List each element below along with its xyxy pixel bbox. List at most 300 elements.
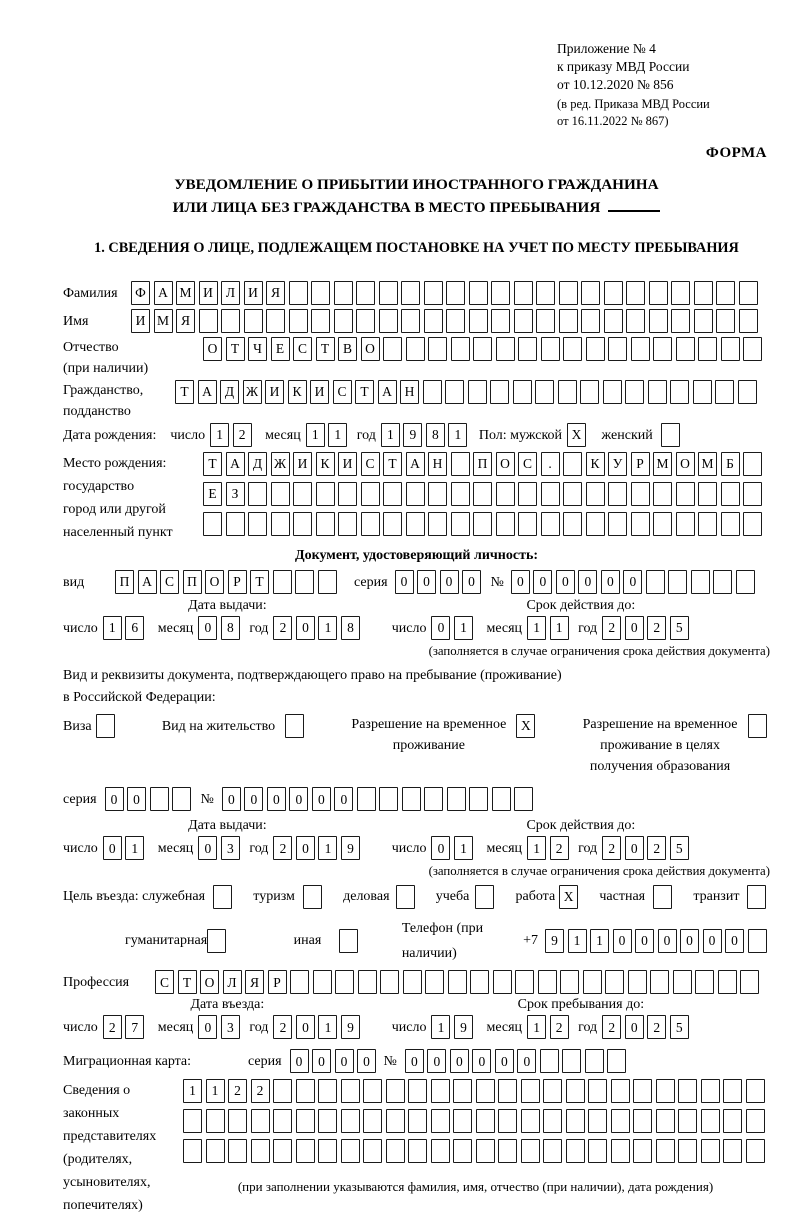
migration-number-label: № [383, 1053, 397, 1069]
char-cell [339, 929, 358, 953]
char-cell: 0 [440, 570, 459, 594]
char-cell: 3 [221, 836, 240, 860]
char-cell: 0 [658, 929, 677, 953]
char-cell: П [183, 570, 202, 594]
char-cell: И [310, 380, 329, 404]
migration-number-boxes [405, 1049, 630, 1073]
char-cell [266, 309, 285, 333]
given-name-row [63, 309, 770, 334]
char-cell: 1 [328, 423, 347, 447]
char-cell [316, 512, 335, 536]
sex-male-checkbox [567, 423, 590, 447]
annex-line: к приказу МВД России [557, 58, 690, 74]
char-cell [383, 337, 402, 361]
char-cell: 0 [625, 836, 644, 860]
char-cell: 2 [602, 836, 621, 860]
char-cell: 0 [472, 1049, 491, 1073]
char-cell [476, 1139, 495, 1163]
char-cell [588, 1109, 607, 1133]
char-cell [498, 1139, 517, 1163]
char-cell [586, 337, 605, 361]
birth-place-row [63, 452, 770, 544]
char-cell: Д [220, 380, 239, 404]
stay-day [431, 1015, 476, 1039]
char-cell [271, 482, 290, 506]
char-cell [633, 1079, 652, 1103]
char-cell [723, 1079, 742, 1103]
char-cell [716, 281, 735, 305]
char-cell [698, 482, 717, 506]
purpose-official: Цель въезда: служебная [63, 885, 236, 909]
char-cell [521, 1139, 540, 1163]
char-cell: 0 [267, 787, 286, 811]
doc-valid-year [602, 616, 692, 640]
char-cell: Н [428, 452, 447, 476]
day-label: число [63, 620, 98, 636]
char-cell [451, 337, 470, 361]
char-cell [650, 970, 669, 994]
char-cell [678, 1139, 697, 1163]
char-cell [406, 482, 425, 506]
doc-valid-day [431, 616, 476, 640]
char-cell [446, 309, 465, 333]
legal-reps-line2 [183, 1109, 768, 1133]
char-cell [580, 380, 599, 404]
char-cell [356, 281, 375, 305]
char-cell: О [361, 337, 380, 361]
annex-revision-note [557, 96, 770, 129]
residence-doc-line2: в Российской Федерации: [63, 690, 216, 706]
char-cell [540, 1049, 559, 1073]
char-cell: 0 [312, 787, 331, 811]
day-label: число [170, 427, 206, 443]
char-cell [563, 512, 582, 536]
char-cell [656, 1079, 675, 1103]
char-cell [559, 281, 578, 305]
char-cell [318, 1139, 337, 1163]
char-cell: Я [176, 309, 195, 333]
char-cell: 1 [306, 423, 325, 447]
char-cell: 9 [403, 423, 422, 447]
char-cell [473, 337, 492, 361]
char-cell: 2 [602, 1015, 621, 1039]
title-blank [608, 209, 660, 212]
char-cell: Т [316, 337, 335, 361]
char-cell: 0 [127, 787, 146, 811]
stay-year [602, 1015, 692, 1039]
char-cell [536, 309, 555, 333]
char-cell: 7 [125, 1015, 144, 1039]
char-cell [475, 885, 494, 909]
purpose-private: частная [599, 885, 675, 909]
patronymic-label: Отчество (при наличии) [63, 339, 149, 376]
permit-valid-year [602, 836, 692, 860]
transit-checkbox [747, 885, 770, 909]
purpose-tourism: туризм [253, 885, 325, 909]
char-cell [566, 1139, 585, 1163]
char-cell [649, 309, 668, 333]
char-cell [493, 970, 512, 994]
char-cell [476, 1109, 495, 1133]
char-cell [670, 380, 689, 404]
char-cell: 8 [426, 423, 445, 447]
char-cell [541, 512, 560, 536]
char-cell: Т [383, 452, 402, 476]
migration-series-label: серия [248, 1053, 282, 1069]
char-cell [228, 1109, 247, 1133]
study-checkbox [475, 885, 498, 909]
char-cell: 0 [335, 1049, 354, 1073]
char-cell: О [496, 452, 515, 476]
char-cell [334, 309, 353, 333]
temp-permit-checkbox [516, 714, 539, 738]
char-cell [695, 970, 714, 994]
char-cell [203, 512, 222, 536]
char-cell [603, 380, 622, 404]
sex-female-checkbox [661, 423, 684, 447]
sex-male-label: Пол: мужской [478, 427, 563, 443]
char-cell [746, 1079, 765, 1103]
char-cell [338, 482, 357, 506]
char-cell: 0 [725, 929, 744, 953]
char-cell [721, 482, 740, 506]
char-cell [341, 1079, 360, 1103]
month-label: месяц [486, 1019, 523, 1035]
validity-note: (заполняется в случае ограничения срока действия документа) [428, 643, 770, 658]
char-cell: X [567, 423, 586, 447]
visa-label: Виза [63, 718, 92, 734]
given-name-boxes [131, 309, 761, 333]
char-cell [514, 309, 533, 333]
char-cell [469, 309, 488, 333]
char-cell: 0 [427, 1049, 446, 1073]
char-cell [289, 309, 308, 333]
official-checkbox [213, 885, 236, 909]
issue-date-label: Дата выдачи: [188, 597, 267, 613]
char-cell [743, 512, 762, 536]
char-cell: 0 [198, 836, 217, 860]
month-label: месяц [157, 620, 194, 636]
char-cell [611, 1139, 630, 1163]
char-cell [491, 309, 510, 333]
char-cell: А [378, 380, 397, 404]
char-cell [96, 714, 115, 738]
char-cell: . [541, 452, 560, 476]
char-cell [541, 482, 560, 506]
char-cell [668, 570, 687, 594]
citizenship-boxes [175, 380, 760, 404]
char-cell [625, 380, 644, 404]
char-cell: 0 [462, 570, 481, 594]
phone-label: Телефон (при наличии) [401, 920, 484, 961]
doc-issue-day [103, 616, 148, 640]
humanitarian-checkbox [207, 929, 230, 953]
char-cell [453, 1139, 472, 1163]
char-cell [226, 512, 245, 536]
year-label: год [249, 840, 269, 856]
char-cell [206, 1109, 225, 1133]
char-cell: 0 [105, 787, 124, 811]
char-cell [633, 1109, 652, 1133]
char-cell [604, 281, 623, 305]
char-cell [408, 1109, 427, 1133]
char-cell [739, 309, 758, 333]
char-cell [628, 970, 647, 994]
char-cell: Л [223, 970, 242, 994]
char-cell [743, 337, 762, 361]
char-cell [273, 570, 292, 594]
residence-permit-option [162, 714, 308, 739]
char-cell [396, 885, 415, 909]
char-cell: И [265, 380, 284, 404]
char-cell: 1 [527, 616, 546, 640]
char-cell: 0 [289, 787, 308, 811]
char-cell: Т [226, 337, 245, 361]
char-cell [428, 512, 447, 536]
legal-reps-note: (при заполнении указываются фамилия, имя, отчество (при наличии), дата рождения) [237, 1178, 714, 1194]
year-label: год [356, 427, 376, 443]
char-cell: Д [248, 452, 267, 476]
tourism-checkbox [303, 885, 326, 909]
char-cell: 3 [221, 1015, 240, 1039]
annex-note-line: (в ред. Приказа МВД России [557, 97, 710, 112]
char-cell [496, 482, 515, 506]
doc-type-boxes [115, 570, 340, 594]
char-cell: X [559, 885, 578, 909]
edu-permit-checkbox [748, 714, 771, 738]
char-cell [408, 1139, 427, 1163]
char-cell: 1 [318, 616, 337, 640]
char-cell: 0 [495, 1049, 514, 1073]
form-word: ФОРМА [705, 144, 767, 161]
char-cell [698, 512, 717, 536]
char-cell: З [226, 482, 245, 506]
char-cell [428, 482, 447, 506]
char-cell: Т [175, 380, 194, 404]
char-cell [713, 570, 732, 594]
char-cell [476, 1079, 495, 1103]
char-cell: 2 [251, 1079, 270, 1103]
char-cell: 2 [273, 616, 292, 640]
char-cell [694, 309, 713, 333]
legal-reps-row [63, 1079, 770, 1217]
char-cell: 1 [125, 836, 144, 860]
char-cell [498, 1079, 517, 1103]
surname-label: Фамилия [63, 285, 118, 301]
validity-label: Срок действия до: [526, 817, 636, 833]
char-cell: Т [178, 970, 197, 994]
char-cell [566, 1079, 585, 1103]
purpose-study: учеба [436, 885, 498, 909]
permit-dates-row [63, 836, 770, 861]
char-cell [743, 482, 762, 506]
annex-reference [557, 40, 770, 93]
purpose-work: работа X [516, 885, 582, 909]
char-cell [379, 309, 398, 333]
char-cell: 5 [670, 616, 689, 640]
char-cell [341, 1139, 360, 1163]
char-cell: О [203, 337, 222, 361]
char-cell [335, 970, 354, 994]
char-cell: 0 [578, 570, 597, 594]
entry-purpose-row2 [125, 916, 770, 966]
char-cell: 2 [273, 1015, 292, 1039]
char-cell [563, 482, 582, 506]
edu-permit-label: Разрешение на временное проживание в целях получения образования [582, 716, 738, 774]
residence-doc-options [63, 714, 770, 777]
entry-year [273, 1015, 363, 1039]
char-cell [341, 1109, 360, 1133]
char-cell: 0 [625, 1015, 644, 1039]
business-checkbox [396, 885, 419, 909]
char-cell [646, 570, 665, 594]
char-cell [334, 281, 353, 305]
char-cell [207, 929, 226, 953]
form-title [63, 174, 770, 220]
char-cell [656, 1109, 675, 1133]
visa-checkbox [96, 714, 119, 738]
char-cell: 0 [450, 1049, 469, 1073]
entry-day [103, 1015, 148, 1039]
char-cell [588, 1079, 607, 1103]
char-cell [661, 423, 680, 447]
residence-doc-line1: Вид и реквизиты документа, подтверждающего право на пребывание (проживание) [63, 667, 562, 683]
birth-place-line2 [203, 482, 766, 506]
month-label: месяц [157, 840, 194, 856]
char-cell: П [473, 452, 492, 476]
char-cell: 1 [590, 929, 609, 953]
char-cell [289, 281, 308, 305]
section1-heading: 1. СВЕДЕНИЯ О ЛИЦЕ, ПОДЛЕЖАЩЕМ ПОСТАНОВКЕ НА УЧЕТ ПО МЕСТУ ПРЕБЫВАНИЯ [94, 239, 739, 256]
char-cell: 2 [550, 1015, 569, 1039]
char-cell: 9 [545, 929, 564, 953]
char-cell [296, 1109, 315, 1133]
char-cell [273, 1139, 292, 1163]
residence-permit-label: Вид на жительство [161, 718, 276, 734]
char-cell [715, 380, 734, 404]
permit-valid-day [431, 836, 476, 860]
char-cell [363, 1139, 382, 1163]
char-cell [518, 337, 537, 361]
entry-dates-row [63, 1015, 770, 1040]
char-cell: 0 [198, 1015, 217, 1039]
char-cell: 0 [296, 836, 315, 860]
char-cell [470, 970, 489, 994]
permit-issue-day [103, 836, 148, 860]
char-cell: Т [250, 570, 269, 594]
char-cell [740, 970, 759, 994]
char-cell: Т [355, 380, 374, 404]
char-cell [448, 970, 467, 994]
char-cell [318, 570, 337, 594]
char-cell: 2 [647, 616, 666, 640]
char-cell [694, 281, 713, 305]
month-label: месяц [157, 1019, 194, 1035]
char-cell [296, 1079, 315, 1103]
char-cell: 0 [296, 616, 315, 640]
temp-permit-label: Разрешение на временное проживание [351, 716, 507, 753]
char-cell [514, 281, 533, 305]
permit-series-boxes [105, 787, 195, 811]
patronymic-boxes [203, 337, 766, 361]
birth-date-label: Дата рождения: [63, 427, 157, 443]
char-cell [428, 337, 447, 361]
char-cell: 0 [601, 570, 620, 594]
stay-until-label: Срок пребывания до: [517, 996, 645, 1012]
char-cell [611, 1079, 630, 1103]
char-cell: 0 [244, 787, 263, 811]
char-cell: 0 [395, 570, 414, 594]
doc-type-label: вид [63, 574, 85, 590]
char-cell: И [244, 281, 263, 305]
char-cell [607, 1049, 626, 1073]
char-cell [611, 1109, 630, 1133]
entry-dates-head [63, 997, 770, 1013]
char-cell: 0 [556, 570, 575, 594]
char-cell [747, 885, 766, 909]
char-cell: 1 [206, 1079, 225, 1103]
phone-prefix: +7 [523, 933, 538, 949]
char-cell: М [653, 452, 672, 476]
doc-valid-month [527, 616, 572, 640]
char-cell: 2 [103, 1015, 122, 1039]
char-cell: И [338, 452, 357, 476]
doc-number-label: № [490, 574, 504, 590]
legal-reps-label: Сведения о законных представителях (родителях, усыновителях, попечителях) [63, 1082, 157, 1213]
char-cell [199, 309, 218, 333]
char-cell: О [200, 970, 219, 994]
char-cell: 2 [233, 423, 252, 447]
char-cell [698, 337, 717, 361]
char-cell: 1 [454, 836, 473, 860]
char-cell [653, 512, 672, 536]
char-cell [673, 970, 692, 994]
char-cell [290, 970, 309, 994]
char-cell: 0 [222, 787, 241, 811]
char-cell [383, 512, 402, 536]
char-cell [748, 714, 767, 738]
char-cell: В [338, 337, 357, 361]
char-cell: К [586, 452, 605, 476]
char-cell: М [154, 309, 173, 333]
issue-date-label: Дата выдачи: [188, 817, 267, 833]
annex-line: Приложение № 4 [557, 41, 656, 56]
char-cell: 5 [670, 1015, 689, 1039]
char-cell [447, 787, 466, 811]
legal-reps-boxes [183, 1079, 768, 1169]
char-cell [648, 380, 667, 404]
char-cell [586, 482, 605, 506]
char-cell [313, 970, 332, 994]
char-cell: С [155, 970, 174, 994]
permit-number-label: № [200, 791, 214, 807]
char-cell [403, 970, 422, 994]
char-cell [605, 970, 624, 994]
char-cell [563, 337, 582, 361]
birth-date-row [63, 423, 770, 448]
stay-month [527, 1015, 572, 1039]
char-cell [358, 970, 377, 994]
char-cell [562, 1049, 581, 1073]
doc-series-label: серия [354, 574, 388, 590]
form-title-line2: ИЛИ ЛИЦА БЕЗ ГРАЖДАНСТВА В МЕСТО ПРЕБЫВАНИЯ [63, 197, 770, 220]
char-cell: 2 [550, 836, 569, 860]
char-cell: Р [268, 970, 287, 994]
char-cell [423, 380, 442, 404]
char-cell: 0 [417, 570, 436, 594]
citizenship-row [63, 380, 770, 422]
char-cell [453, 1079, 472, 1103]
